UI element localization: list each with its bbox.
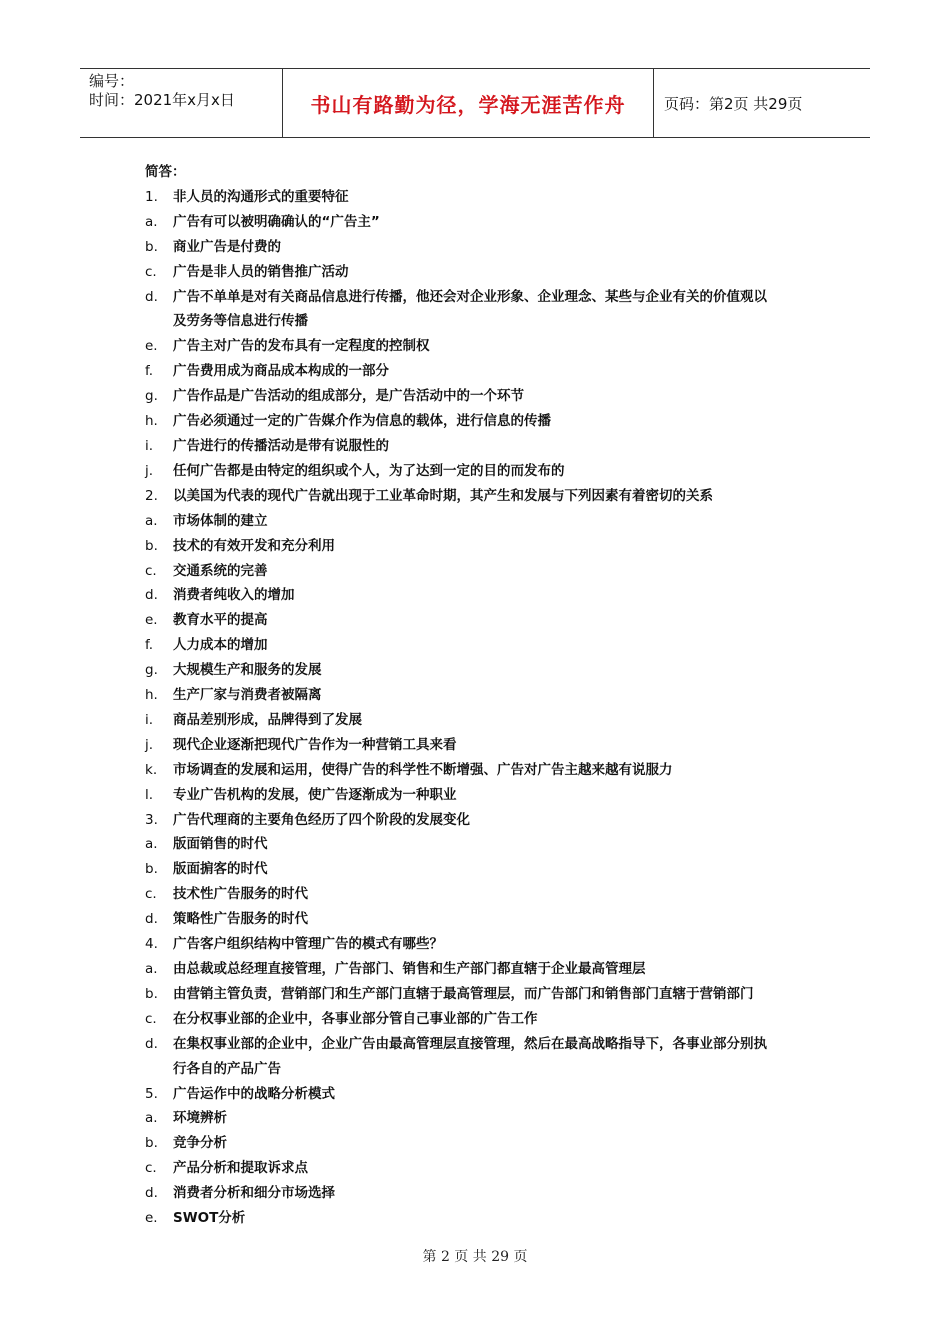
list-item — [145, 235, 825, 260]
list-item — [145, 758, 825, 783]
list-item — [145, 434, 825, 459]
list-item-marker: a. — [145, 961, 158, 977]
list-item-text: 生产厂家与消费者被隔离 — [173, 687, 322, 704]
list-item — [145, 633, 825, 658]
list-item-marker: b. — [145, 861, 158, 878]
list-item-text: 广告必须通过一定的广告媒介作为信息的载体，进行信息的传播 — [173, 413, 551, 430]
list-item-marker: 4. — [145, 936, 158, 953]
list-item-marker: c. — [145, 1160, 157, 1177]
list-item-text: 广告作品是广告活动的组成部分，是广告活动中的一个环节 — [173, 388, 524, 405]
header-page-info: 页码：第2页 共29页 — [664, 94, 803, 113]
list-item-marker: b. — [145, 537, 158, 554]
list-item-marker: i. — [145, 437, 154, 454]
list-item-marker: 1. — [145, 188, 158, 205]
list-item-text: 消费者纯收入的增加 — [173, 587, 295, 604]
list-item — [145, 932, 825, 957]
list-item-marker: h. — [145, 687, 158, 704]
list-item-marker: c. — [145, 1010, 157, 1027]
list-item-text: 市场体制的建立 — [173, 512, 268, 529]
list-item — [145, 309, 825, 334]
list-item-marker: k. — [145, 761, 158, 778]
list-item-marker: a. — [145, 213, 158, 230]
list-item-marker: d. — [145, 911, 158, 928]
list-item-text: 广告主对广告的发布具有一定程度的控制权 — [173, 338, 430, 355]
list-item-marker: e. — [145, 612, 158, 629]
list-item-text: 教育水平的提高 — [173, 612, 268, 629]
list-item-text: 商品差别形成，品牌得到了发展 — [173, 711, 362, 728]
list-item-text: SWOT分析 — [173, 1210, 246, 1227]
document-header — [80, 68, 870, 138]
list-item — [145, 359, 825, 384]
list-item-marker: c. — [145, 886, 157, 903]
list-item-text: 及劳务等信息进行传播 — [173, 313, 308, 330]
header-page-cell — [654, 69, 870, 137]
list-item-marker: g. — [145, 662, 158, 679]
list-item-text: 在集权事业部的企业中，企业广告由最高管理层直接管理，然后在最高战略指导下，各事业部分别执 — [173, 1035, 767, 1052]
list-item-text: 广告客户组织结构中管理广告的模式有哪些？ — [173, 936, 443, 953]
document-time-label: 时间：2021年x月x日 — [89, 91, 235, 109]
list-item-text: 市场调查的发展和运用，使得广告的科学性不断增强、广告对广告主越来越有说服力 — [173, 761, 673, 778]
list-item-text: 版面掮客的时代 — [173, 861, 268, 878]
list-item — [145, 334, 825, 359]
list-item-text: 非人员的沟通形式的重要特征 — [173, 188, 349, 205]
list-item — [145, 957, 825, 982]
list-item-marker: l. — [145, 786, 154, 803]
list-item — [145, 857, 825, 882]
list-item-text: 技术性广告服务的时代 — [173, 886, 308, 903]
list-item-text: 广告进行的传播活动是带有说服性的 — [173, 437, 389, 454]
list-item-marker: i. — [145, 711, 154, 728]
list-item — [145, 1007, 825, 1032]
list-item — [145, 808, 825, 833]
list-item-marker: b. — [145, 1135, 158, 1152]
list-item — [145, 1131, 825, 1156]
list-item-text: 版面销售的时代 — [173, 836, 268, 853]
list-item-marker: a. — [145, 512, 158, 529]
list-item-marker: d. — [145, 1185, 158, 1202]
list-item-text: 广告是非人员的销售推广活动 — [173, 263, 349, 280]
list-item-marker: b. — [145, 985, 158, 1002]
header-meta-cell — [80, 69, 283, 137]
list-item — [145, 260, 825, 285]
list-item-marker: d. — [145, 587, 158, 604]
list-item — [145, 608, 825, 633]
document-number-label: 编号： — [89, 72, 135, 90]
list-item — [145, 1106, 825, 1131]
list-item-marker: j. — [145, 462, 154, 479]
list-item-text: 在分权事业部的企业中，各事业部分管自己事业部的广告工作 — [173, 1010, 538, 1027]
list-item-marker: c. — [145, 263, 157, 280]
list-item — [145, 384, 825, 409]
list-item — [145, 882, 825, 907]
list-item-marker: c. — [145, 562, 157, 579]
list-item-text: 广告运作中的战略分析模式 — [173, 1085, 335, 1102]
list-item-text: 广告不单单是对有关商品信息进行传播，他还会对企业形象、企业理念、某些与企业有关的价值观以 — [173, 288, 767, 305]
list-item-marker: 3. — [145, 811, 158, 828]
list-item-text: 产品分析和提取诉求点 — [173, 1160, 308, 1177]
list-item — [145, 907, 825, 932]
list-item — [145, 534, 825, 559]
list-item-marker: f. — [145, 363, 154, 380]
document-body — [145, 160, 825, 1231]
list-item — [145, 783, 825, 808]
list-item-text: 以美国为代表的现代广告就出现于工业革命时期，其产生和发展与下列因素有着密切的关系 — [173, 487, 713, 504]
header-motto-cell — [283, 69, 654, 137]
list-item — [145, 210, 825, 235]
list-item — [145, 185, 825, 210]
list-item-text: 任何广告都是由特定的组织或个人，为了达到一定的目的而发布的 — [173, 462, 565, 479]
list-item-marker: b. — [145, 238, 158, 255]
list-item — [145, 583, 825, 608]
section-title: 简答： — [145, 164, 186, 180]
list-item — [145, 559, 825, 584]
list-item-text: 由总裁或总经理直接管理，广告部门、销售和生产部门都直辖于企业最高管理层 — [173, 961, 646, 977]
list-item-marker: j. — [145, 736, 154, 753]
list-item-text: 行各自的产品广告 — [173, 1060, 281, 1077]
list-item-marker: a. — [145, 836, 158, 853]
list-item-marker: d. — [145, 1035, 158, 1052]
list-item-text: 由营销主管负责，营销部门和生产部门直辖于最高管理层，而广告部门和销售部门直辖于营销部门 — [173, 985, 754, 1002]
list-item-text: 现代企业逐渐把现代广告作为一种营销工具来看 — [173, 736, 457, 753]
list-item — [145, 982, 825, 1007]
list-item-marker: g. — [145, 388, 158, 405]
list-item-text: 广告代理商的主要角色经历了四个阶段的发展变化 — [173, 811, 470, 828]
list-item — [145, 509, 825, 534]
list-item-text: 专业广告机构的发展，使广告逐渐成为一种职业 — [173, 786, 457, 803]
list-item — [145, 1206, 825, 1231]
list-item-marker: 5. — [145, 1085, 158, 1102]
list-item-text: 大规模生产和服务的发展 — [173, 662, 322, 679]
header-motto: 书山有路勤为径，学海无涯苦作舟 — [310, 92, 626, 117]
list-item — [145, 409, 825, 434]
list-item-text: 人力成本的增加 — [173, 637, 268, 654]
list-item-marker: a. — [145, 1110, 158, 1127]
page-footer: 第 2 页 共 29 页 — [422, 1249, 528, 1265]
list-item — [145, 708, 825, 733]
list-item-marker: e. — [145, 338, 158, 355]
list-item-marker: h. — [145, 413, 158, 430]
list-item-marker: 2. — [145, 487, 158, 504]
list-item — [145, 1032, 825, 1057]
list-item-text: 商业广告是付费的 — [173, 238, 281, 255]
list-item — [145, 683, 825, 708]
list-item — [145, 459, 825, 484]
list-item-text: 交通系统的完善 — [173, 562, 268, 579]
list-item — [145, 1082, 825, 1107]
list-item — [145, 1181, 825, 1206]
list-item-marker: e. — [145, 1210, 158, 1227]
list-item — [145, 658, 825, 683]
list-item-text: 竞争分析 — [173, 1135, 227, 1152]
list-item-text: 环境辨析 — [173, 1110, 227, 1127]
list-item — [145, 484, 825, 509]
list-item-text: 技术的有效开发和充分利用 — [173, 537, 335, 554]
list-item — [145, 832, 825, 857]
list-item-marker: f. — [145, 637, 154, 654]
list-item-text: 广告有可以被明确确认的“广告主” — [173, 213, 380, 230]
answer-list — [145, 185, 825, 1231]
list-item-marker: d. — [145, 288, 158, 305]
list-item-text: 广告费用成为商品成本构成的一部分 — [173, 363, 389, 380]
list-item-text: 策略性广告服务的时代 — [173, 911, 308, 928]
list-item — [145, 733, 825, 758]
list-item-text: 消费者分析和细分市场选择 — [173, 1185, 335, 1202]
list-item — [145, 285, 825, 310]
list-item — [145, 1057, 825, 1082]
list-item — [145, 1156, 825, 1181]
